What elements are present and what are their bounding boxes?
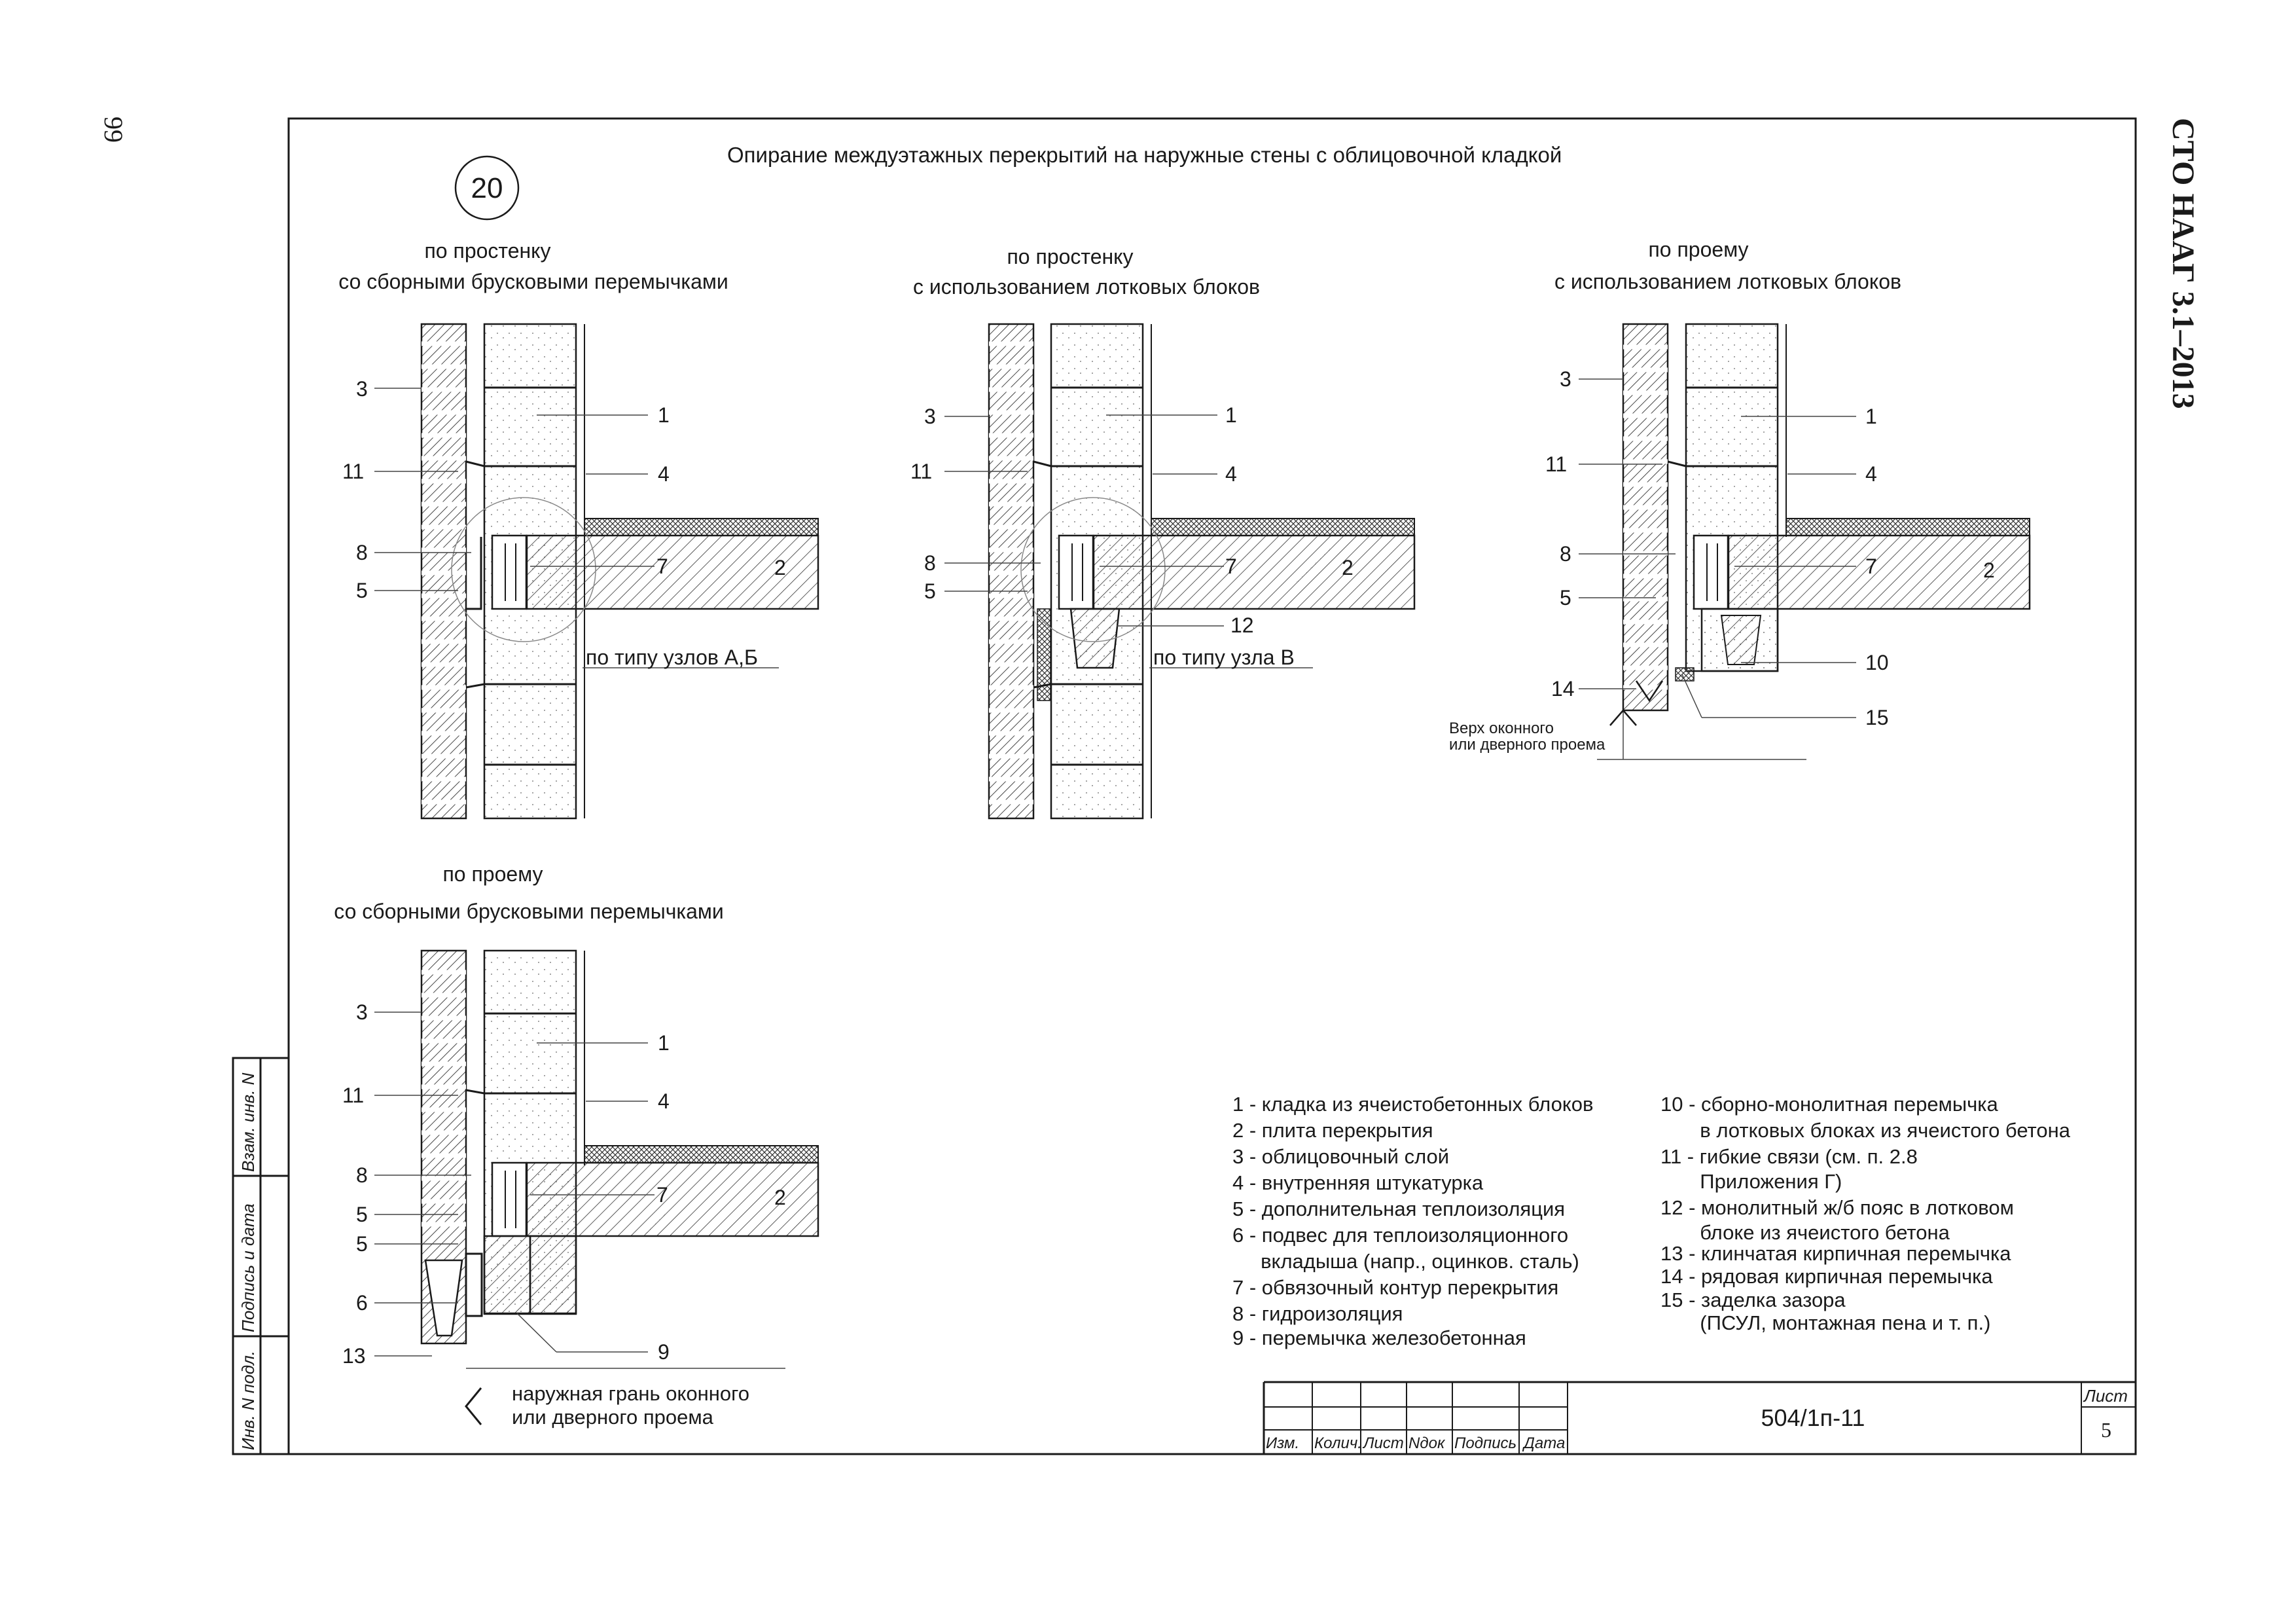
d4-note-line2: или дверного проема <box>512 1406 713 1429</box>
legend-right <box>1660 1093 2071 1334</box>
d3-label-10: 10 <box>1865 651 1889 674</box>
side-stamp <box>233 1058 289 1454</box>
legend-item-10: 10 - сборно-монолитная перемычка <box>1660 1093 1998 1116</box>
d1-label-7: 7 <box>656 555 668 578</box>
d1-label-4: 4 <box>658 462 670 486</box>
variant-1-line1: по простенку <box>424 239 551 263</box>
d1-ref: по типу узлов А,Б <box>586 646 759 669</box>
page-number: 99 <box>99 117 128 143</box>
d4-label-2: 2 <box>774 1186 786 1209</box>
stamp-signature-label: Подпись и дата <box>238 1203 258 1332</box>
title-block <box>1264 1382 2136 1454</box>
d1-label-3: 3 <box>356 377 368 401</box>
legend-item-4: 4 - внутренняя штукатурка <box>1232 1171 1484 1194</box>
variant-4-line2: со сборными брусковыми перемычками <box>334 900 724 923</box>
legend-item-5: 5 - дополнительная теплоизоляция <box>1232 1197 1566 1220</box>
variant-1-line2: со сборными брусковыми перемычками <box>338 270 728 293</box>
d2-label-7: 7 <box>1225 555 1237 578</box>
tb-sheet-label: Лист <box>2084 1386 2128 1406</box>
legend-item-14: 14 - рядовая кирпичная перемычка <box>1660 1265 1993 1288</box>
d2-label-5: 5 <box>924 579 936 603</box>
d2-ref: по типу узла В <box>1153 646 1295 669</box>
detail-1 <box>342 324 818 818</box>
d4-label-8: 8 <box>356 1163 368 1187</box>
d1-label-11: 11 <box>342 460 365 483</box>
d2-label-8: 8 <box>924 551 936 575</box>
drawing-title: Опирание междуэтажных перекрытий на наружные стены с облицовочной кладкой <box>727 143 1562 167</box>
d3-note-line2: или дверного проема <box>1449 736 1605 754</box>
d3-label-1: 1 <box>1865 405 1877 428</box>
legend-item-11-cont: Приложения Г) <box>1660 1170 1842 1193</box>
legend-item-3: 3 - облицовочный слой <box>1232 1145 1450 1168</box>
d3-label-8: 8 <box>1560 542 1571 566</box>
legend-item-9: 9 - перемычка железобетонная <box>1232 1326 1526 1349</box>
tb-header-data: Дата <box>1524 1434 1566 1452</box>
detail-4 <box>342 951 818 1429</box>
legend-item-12: 12 - монолитный ж/б пояс в лотковом <box>1660 1196 2014 1219</box>
stamp-inv-label: Инв. N подл. <box>238 1351 258 1450</box>
tb-header-list: Лист <box>1363 1434 1404 1452</box>
variant-3-line2: с использованием лотковых блоков <box>1554 270 1902 293</box>
variant-2-line1: по простенку <box>1007 245 1134 268</box>
legend-item-15: 15 - заделка зазора <box>1660 1288 1846 1311</box>
d4-note-line1: наружная грань оконного <box>512 1382 750 1405</box>
legend-item-15-cont: (ПСУЛ, монтажная пена и т. п.) <box>1660 1311 1991 1334</box>
d2-label-4: 4 <box>1225 462 1237 486</box>
d3-label-15: 15 <box>1865 706 1889 729</box>
detail-2 <box>910 324 1414 818</box>
d4-label-5b: 5 <box>356 1232 368 1256</box>
d4-label-7: 7 <box>656 1183 668 1207</box>
d1-label-8: 8 <box>356 541 368 564</box>
tb-document-code: 504/1п-11 <box>1761 1404 1865 1431</box>
d1-label-2: 2 <box>774 556 786 579</box>
legend-item-7: 7 - обвязочный контур перекрытия <box>1232 1276 1559 1299</box>
d3-label-3: 3 <box>1560 367 1571 391</box>
legend-item-6-cont: вкладыша (напр., оцинков. сталь) <box>1232 1250 1579 1273</box>
d4-label-1: 1 <box>658 1031 670 1055</box>
legend-item-12-cont: блоке из ячеистого бетона <box>1660 1221 1950 1244</box>
detail-3 <box>1449 324 2030 759</box>
d2-label-11: 11 <box>910 460 933 483</box>
d3-label-2: 2 <box>1983 558 1995 582</box>
node-number: 20 <box>471 172 503 204</box>
d2-label-2: 2 <box>1342 556 1354 579</box>
d2-label-12: 12 <box>1230 613 1254 637</box>
variant-2-line2: с использованием лотковых блоков <box>912 275 1261 299</box>
legend-item-8: 8 - гидроизоляция <box>1232 1302 1403 1325</box>
legend-item-2: 2 - плита перекрытия <box>1232 1119 1433 1142</box>
d4-label-3: 3 <box>356 1000 368 1024</box>
legend-item-6: 6 - подвес для теплоизоляционного <box>1232 1224 1569 1247</box>
legend-item-11: 11 - гибкие связи (см. п. 2.8 <box>1660 1145 1918 1168</box>
tb-header-podpis: Подпись <box>1454 1434 1517 1452</box>
d3-label-5: 5 <box>1560 586 1571 610</box>
d4-label-11: 11 <box>342 1084 365 1107</box>
stamp-replace-label: Взам. инв. N <box>238 1072 258 1172</box>
d4-label-5a: 5 <box>356 1203 368 1226</box>
tb-sheet-number: 5 <box>2101 1418 2111 1442</box>
d4-label-13: 13 <box>342 1344 366 1368</box>
legend-item-1: 1 - кладка из ячеистобетонных блоков <box>1232 1093 1594 1116</box>
d4-label-4: 4 <box>658 1089 670 1113</box>
d1-label-1: 1 <box>658 403 670 427</box>
legend-item-10-cont: в лотковых блоках из ячеистого бетона <box>1660 1119 2070 1142</box>
d3-note-line1: Верх оконного <box>1449 720 1554 737</box>
standard-code: СТО НААГ 3.1–2013 <box>2166 118 2200 409</box>
d4-label-6: 6 <box>356 1291 368 1315</box>
legend-item-13: 13 - клинчатая кирпичная перемычка <box>1660 1242 2011 1265</box>
d3-label-14: 14 <box>1551 677 1575 701</box>
d3-label-11: 11 <box>1545 452 1568 476</box>
tb-header-izm: Изм. <box>1266 1434 1300 1452</box>
tb-header-ndok: Nдок <box>1408 1434 1445 1452</box>
tb-header-kolich: Колич. <box>1314 1434 1362 1452</box>
d3-label-4: 4 <box>1865 462 1877 486</box>
d3-label-7: 7 <box>1865 555 1877 578</box>
variant-4-line1: по проему <box>442 862 543 886</box>
d2-label-3: 3 <box>924 405 936 428</box>
d4-label-9: 9 <box>658 1340 670 1364</box>
variant-3-line1: по проему <box>1648 238 1749 261</box>
d2-label-1: 1 <box>1225 403 1237 427</box>
legend-left <box>1232 1093 1593 1349</box>
d1-label-5: 5 <box>356 579 368 602</box>
